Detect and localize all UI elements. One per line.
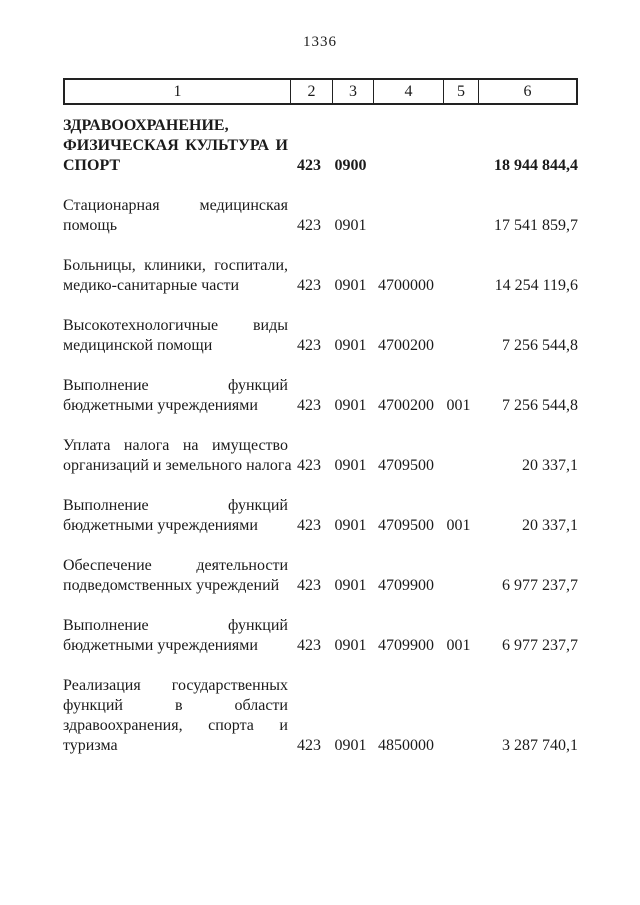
column-header-1: 1 <box>173 82 182 100</box>
label-word: деятельности <box>196 557 288 574</box>
cell-amount: 7 256 544,8 <box>502 337 578 354</box>
label-word: Больницы, <box>63 257 136 274</box>
cell-section-code: 0901 <box>334 217 367 234</box>
cell-section-code: 0901 <box>334 397 367 414</box>
cell-grbs-code: 423 <box>297 157 321 174</box>
label-line <box>63 696 288 716</box>
cell-amount: 14 254 119,6 <box>494 277 578 294</box>
cell-grbs-code: 423 <box>297 517 321 534</box>
label-word: Высокотехнологичные <box>63 317 219 334</box>
cell-grbs-code: 423 <box>297 577 321 594</box>
label-line: бюджетными учреждениями <box>63 397 258 414</box>
label-line <box>63 436 288 456</box>
label-line: бюджетными учреждениями <box>63 637 258 654</box>
table-row <box>63 316 578 356</box>
row-label <box>63 316 288 356</box>
cell-grbs-code: 423 <box>297 277 321 294</box>
table-row <box>63 676 578 756</box>
label-line: бюджетными учреждениями <box>63 517 258 534</box>
cell-target-item: 4709900 <box>378 577 434 594</box>
cell-grbs-code: 423 <box>297 217 321 234</box>
cell-target-item: 4709500 <box>378 517 434 534</box>
label-line <box>63 716 288 736</box>
row-label <box>63 436 292 476</box>
label-line <box>63 376 288 396</box>
cell-target-item: 4709500 <box>378 457 434 474</box>
label-word: госпитали, <box>214 257 288 274</box>
label-word: И <box>275 137 288 154</box>
row-label <box>63 676 288 756</box>
cell-amount: 20 337,1 <box>522 457 578 474</box>
label-word: функций <box>228 377 288 394</box>
label-line <box>63 556 288 576</box>
row-label <box>63 496 288 536</box>
label-line: помощь <box>63 217 117 234</box>
label-word: КУЛЬТУРА <box>185 137 270 154</box>
table-row <box>63 556 578 596</box>
cell-section-code: 0901 <box>334 517 367 534</box>
table-row <box>63 116 578 176</box>
label-word: и <box>279 717 288 734</box>
label-line: медицинской помощи <box>63 337 213 354</box>
budget-table <box>63 78 578 776</box>
label-line: организаций и земельного налога <box>63 457 292 474</box>
label-line <box>63 676 288 696</box>
cell-amount: 17 541 859,7 <box>494 217 578 234</box>
cell-target-item: 4700200 <box>378 397 434 414</box>
row-label <box>63 556 288 596</box>
cell-expense-type: 001 <box>446 637 471 654</box>
row-label <box>63 376 288 416</box>
label-word: здравоохранения, <box>63 717 183 734</box>
label-word: ФИЗИЧЕСКАЯ <box>63 137 179 154</box>
label-word: клиники, <box>144 257 206 274</box>
label-word: области <box>234 697 288 714</box>
label-line <box>63 136 288 156</box>
table-row <box>63 496 578 536</box>
cell-amount: 20 337,1 <box>522 517 578 534</box>
table-row <box>63 436 578 476</box>
label-word: функций <box>228 617 288 634</box>
cell-target-item: 4700000 <box>378 277 434 294</box>
cell-amount: 6 977 237,7 <box>502 577 578 594</box>
label-word: Выполнение <box>63 497 149 514</box>
cell-section-code: 0901 <box>334 457 367 474</box>
cell-amount: 3 287 740,1 <box>502 737 578 754</box>
label-line <box>63 496 288 516</box>
cell-section-code: 0900 <box>334 157 367 174</box>
row-label <box>63 256 288 296</box>
label-line <box>63 616 288 636</box>
label-word: Выполнение <box>63 377 149 394</box>
label-line <box>63 316 288 336</box>
label-word: функций <box>228 497 288 514</box>
cell-expense-type: 001 <box>446 397 471 414</box>
label-word: государственных <box>171 677 288 694</box>
cell-grbs-code: 423 <box>297 637 321 654</box>
label-word: функций <box>63 697 123 714</box>
page-number: 1336 <box>303 34 337 50</box>
cell-target-item: 4709900 <box>378 637 434 654</box>
label-word: в <box>174 697 183 714</box>
column-header-6: 6 <box>478 80 576 103</box>
cell-section-code: 0901 <box>334 577 367 594</box>
cell-section-code: 0901 <box>334 737 367 754</box>
cell-grbs-code: 423 <box>297 457 321 474</box>
label-line: ЗДРАВООХРАНЕНИЕ, <box>63 117 229 134</box>
cell-amount: 7 256 544,8 <box>502 397 578 414</box>
label-word: имущество <box>211 437 288 454</box>
cell-grbs-code: 423 <box>297 737 321 754</box>
label-line: подведомственных учреждений <box>63 577 280 594</box>
label-line: СПОРТ <box>63 157 121 174</box>
cell-amount: 18 944 844,4 <box>494 157 578 174</box>
table-body <box>63 116 578 756</box>
cell-target-item: 4700200 <box>378 337 434 354</box>
cell-section-code: 0901 <box>334 337 367 354</box>
label-line <box>63 196 288 216</box>
label-line <box>63 256 288 276</box>
cell-amount: 6 977 237,7 <box>502 637 578 654</box>
table-row <box>63 256 578 296</box>
table-row <box>63 616 578 656</box>
row-label <box>63 196 288 236</box>
cell-grbs-code: 423 <box>297 337 321 354</box>
row-label <box>63 616 288 656</box>
label-word: Уплата <box>63 437 111 454</box>
label-word: Стационарная <box>63 197 160 214</box>
column-header-5: 5 <box>443 80 478 103</box>
cell-section-code: 0901 <box>334 637 367 654</box>
label-word: налога <box>123 437 170 454</box>
table-row <box>63 376 578 416</box>
label-line: туризма <box>63 737 118 754</box>
column-header-3: 3 <box>332 80 373 103</box>
label-word: Выполнение <box>63 617 149 634</box>
column-header-4: 4 <box>373 80 443 103</box>
row-label <box>63 116 288 176</box>
label-word: виды <box>252 317 288 334</box>
table-header-row <box>63 78 578 105</box>
cell-expense-type: 001 <box>446 517 471 534</box>
label-word: спорта <box>208 717 254 734</box>
table-row <box>63 196 578 236</box>
label-word: медицинская <box>199 197 288 214</box>
label-word: Реализация <box>63 677 141 694</box>
label-line: медико-санитарные части <box>63 277 240 294</box>
cell-section-code: 0901 <box>334 277 367 294</box>
label-word: на <box>182 437 199 454</box>
cell-target-item: 4850000 <box>378 737 434 754</box>
column-header-2: 2 <box>290 80 332 103</box>
label-word: Обеспечение <box>63 557 152 574</box>
cell-grbs-code: 423 <box>297 397 321 414</box>
